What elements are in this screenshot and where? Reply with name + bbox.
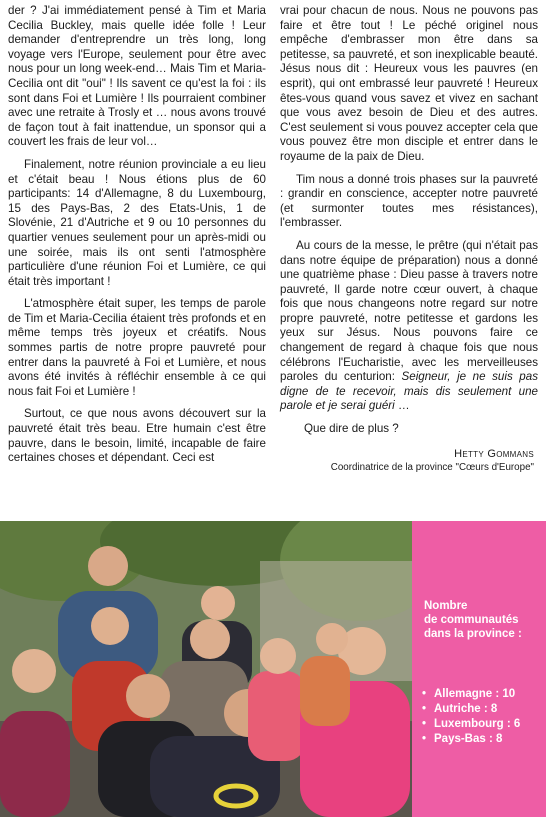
group-photo [0, 521, 412, 817]
list-item: • Luxembourg : 6 [422, 717, 520, 732]
article-paragraph: der ? J'ai immédiatement pensé à Tim et Maria Cecilia Buckley, mais quelle idée folle ! Leur demander d'entreprendre un très long, long voyage vers l'Europe, seulement pour être avec nous pour un long week-end… Mais Tim et Maria-Cecilia ont dit "oui" ! Ils savent ce qu'est la foi : ils sont dans Foi et Lumière ! Ils pourraient combiner avec une retraite à Trosly et … nous avons trouvé de façon tout à fait inattendue, un sponsor qui a couvert les frais de leur vol… [8, 4, 266, 149]
paragraph-ellipsis: … [394, 399, 410, 413]
article-paragraph: Tim nous a donné trois phases sur la pauvreté : grandir en conscience, accepter notre pauvreté (et surmonter toutes mes résistances), l'embrasser. [280, 172, 538, 230]
article-paragraph: Surtout, ce que nous avons découvert sur la pauvreté était très beau. Etre humain c'est être pauvre, dans le besoin, limité, incapable de faire certaines choses et dépendant. Ceci est [8, 407, 266, 465]
infobox-title: Nombre de communautés dans la province : [424, 600, 522, 640]
community-count-box [412, 521, 546, 817]
list-item: • Allemagne : 10 [422, 687, 520, 702]
article-paragraph: Finalement, notre réunion provinciale a eu lieu et c'était beau ! Nous étions plus de 60 participants: 14 d'Allemagne, 8 du Luxembourg, 15 des Pays-Bas, 2 des Etats-Unis, 1 de Slovénie, 21 d'Autriche et 9 ou 10 personnes du quartier venues seulement pour un après-midi ou une soirée, mais ils ont senti l'atmosphère particulière d'une réunion Foi et Lumière, ce qui était très important ! [8, 157, 266, 288]
list-item: • Autriche : 8 [422, 702, 520, 717]
centurion-quote: Seigneur, je ne suis pas digne de te recevoir, mais dis seulement une parole et je serai guéri [280, 370, 539, 413]
closing-question: Que dire de plus ? [304, 422, 399, 436]
author-name: Hetty Gommans [454, 448, 534, 460]
article-paragraph: vrai pour chacun de nous. Nous ne pouvons pas faire et être tout ! Le péché originel nous empêche d'embrasser mon être dans sa petitesse, sa pauvreté, et son inexplicable beauté. Jésus nous dit : Heureux vous les pauvres (en esprit), qui ont embrassé leur pauvreté ! Heureux êtes-vous quand vous savez et vivez en sachant que vous avez besoin de Dieu et des autres. C'est seulement si vous pouvez accepter cela que vous pouvez être mon disciple et entrer dans le royaume de la paix de Dieu. [280, 4, 538, 163]
paragraph-text: Au cours de la messe, le prêtre (qui n'était pas dans notre équipe de préparation) nous a donné une quatrième phase : Dieu passe à travers notre pauvreté, Il garde notre cœur ouvert, à chaque fois que nous changeons notre regard sur notre propre pauvreté, notre petitesse et gardons les yeux sur Jésus. Nous pouvons faire ce changement de regard à chaque fois que nous célébrons l'Eucharistie, avec les merveilleuses paroles du centurion: [280, 238, 538, 384]
community-list [422, 687, 520, 747]
article-paragraph [280, 239, 538, 414]
group-photo-icon [0, 521, 412, 817]
author-role: Coordinatrice de la province "Cœurs d'Europe" [330, 462, 534, 473]
signature-block [280, 447, 534, 475]
article-left-column [8, 4, 266, 474]
article-right-column [280, 4, 538, 445]
list-item: • Pays-Bas : 8 [422, 732, 520, 747]
article-paragraph: L'atmosphère était super, les temps de parole de Tim et Maria-Cecilia étaient très profonds et en même temps très joyeux et créatifs. Nous sommes partis de notre propre pauvreté pour entrer dans la pauvreté à Foi et Lumière, et nous avons été invités à réfléchir ensemble à ce qui nous fait Foi et Lumière ! [8, 297, 266, 398]
